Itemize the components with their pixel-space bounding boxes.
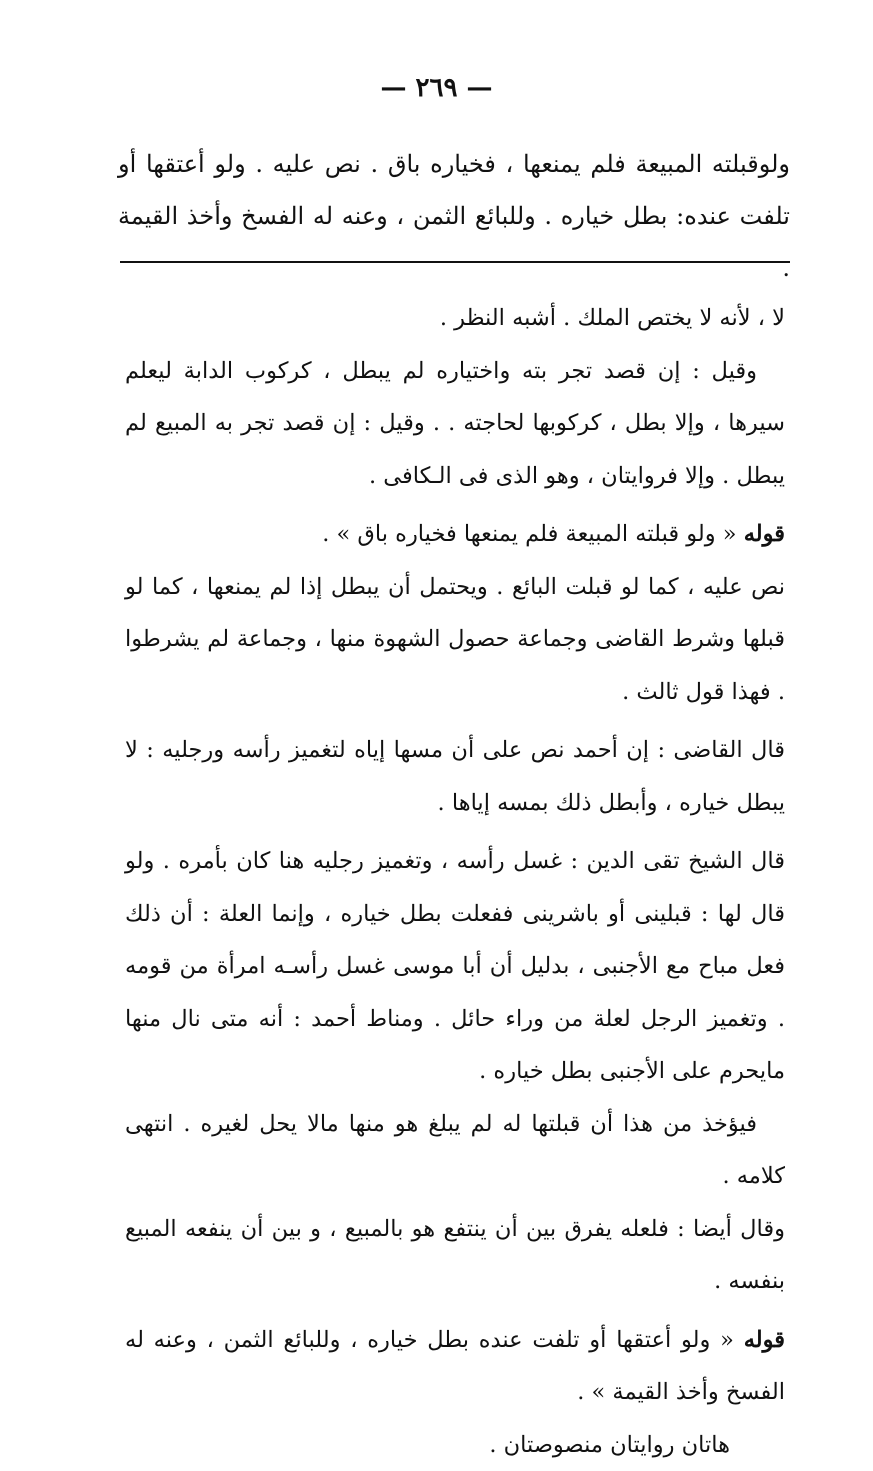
lemma-1-keyword: قوله <box>744 521 785 547</box>
section-divider <box>120 261 790 263</box>
commentary-paragraph-6: فيؤخذ من هذا أن قبلتها له لم يبلغ هو منها مالا يحل لغيره . انتهى كلامه . <box>125 1098 785 1203</box>
commentary-paragraph-2: وقيل : إن قصد تجر بته واختياره لم يبطل ، كركوب الدابة ليعلم سيرها ، وإلا بطل ، كركوبها لحاجته . . وقيل : إن قصد تجر به المبيع لم يبطل . وإلا فروايتان ، وهو الذى فى الـكافى . <box>125 345 785 503</box>
commentary-block <box>125 292 785 1471</box>
main-text-paragraph: ولوقبلته المبيعة فلم يمنعها ، فخياره باق . نص عليه . ولو أعتقها أو تلفت عنده: بطل خياره . وللبائع الثمن ، وعنه له الفسخ وأخذ القيمة . <box>118 138 790 294</box>
lemma-2-text: « ولو أعتقها أو تلفت عنده بطل خياره ، وللبائع الثمن ، وعنه له الفسخ وأخذ القيمة » . <box>125 1327 785 1406</box>
lemma-2 <box>125 1314 785 1419</box>
lemma-1 <box>125 508 785 561</box>
page-number: — ٢٦٩ — <box>0 68 873 108</box>
commentary-paragraph-5: قال الشيخ تقى الدين : غسل رأسه ، وتغميز رجليه هنا كان بأمره . ولو قال لها : قبلينى أو باشرينى ففعلت بطل خياره ، وإنما العلة : أن ذلك فعل مباح مع الأجنبى ، بدليل أن أبا موسى غسل رأسـه امرأة من قومه . وتغميز الرجل لعلة من وراء حائل . ومناط أحمد : أنه متى نال منها مايحرم على الأجنبى بطل خياره . <box>125 835 785 1098</box>
commentary-paragraph-3: نص عليه ، كما لو قبلت البائع . ويحتمل أن يبطل إذا لم يمنعها ، كما لو قبلها وشرط القاضى وجماعة حصول الشهوة منها ، وجماعة لم يشرطوا . فهذا قول ثالث . <box>125 561 785 719</box>
lemma-2-keyword: قوله <box>744 1327 785 1353</box>
commentary-paragraph-4: قال القاضى : إن أحمد نص على أن مسها إياه لتغميز رأسه ورجليه : لا يبطل خياره ، وأبطل ذلك بمسه إياها . <box>125 724 785 829</box>
commentary-paragraph-1: لا ، لأنه لا يختص الملك . أشبه النظر . <box>125 292 785 345</box>
commentary-paragraph-7: وقال أيضا : فلعله يفرق بين أن ينتفع هو بالمبيع ، و بين أن ينفعه المبيع بنفسه . <box>125 1203 785 1308</box>
lemma-1-text: « ولو قبلته المبيعة فلم يمنعها فخياره باق » . <box>322 521 743 547</box>
commentary-paragraph-8: هاتان روايتان منصوصتان . <box>125 1419 785 1471</box>
main-text-block <box>118 138 790 294</box>
